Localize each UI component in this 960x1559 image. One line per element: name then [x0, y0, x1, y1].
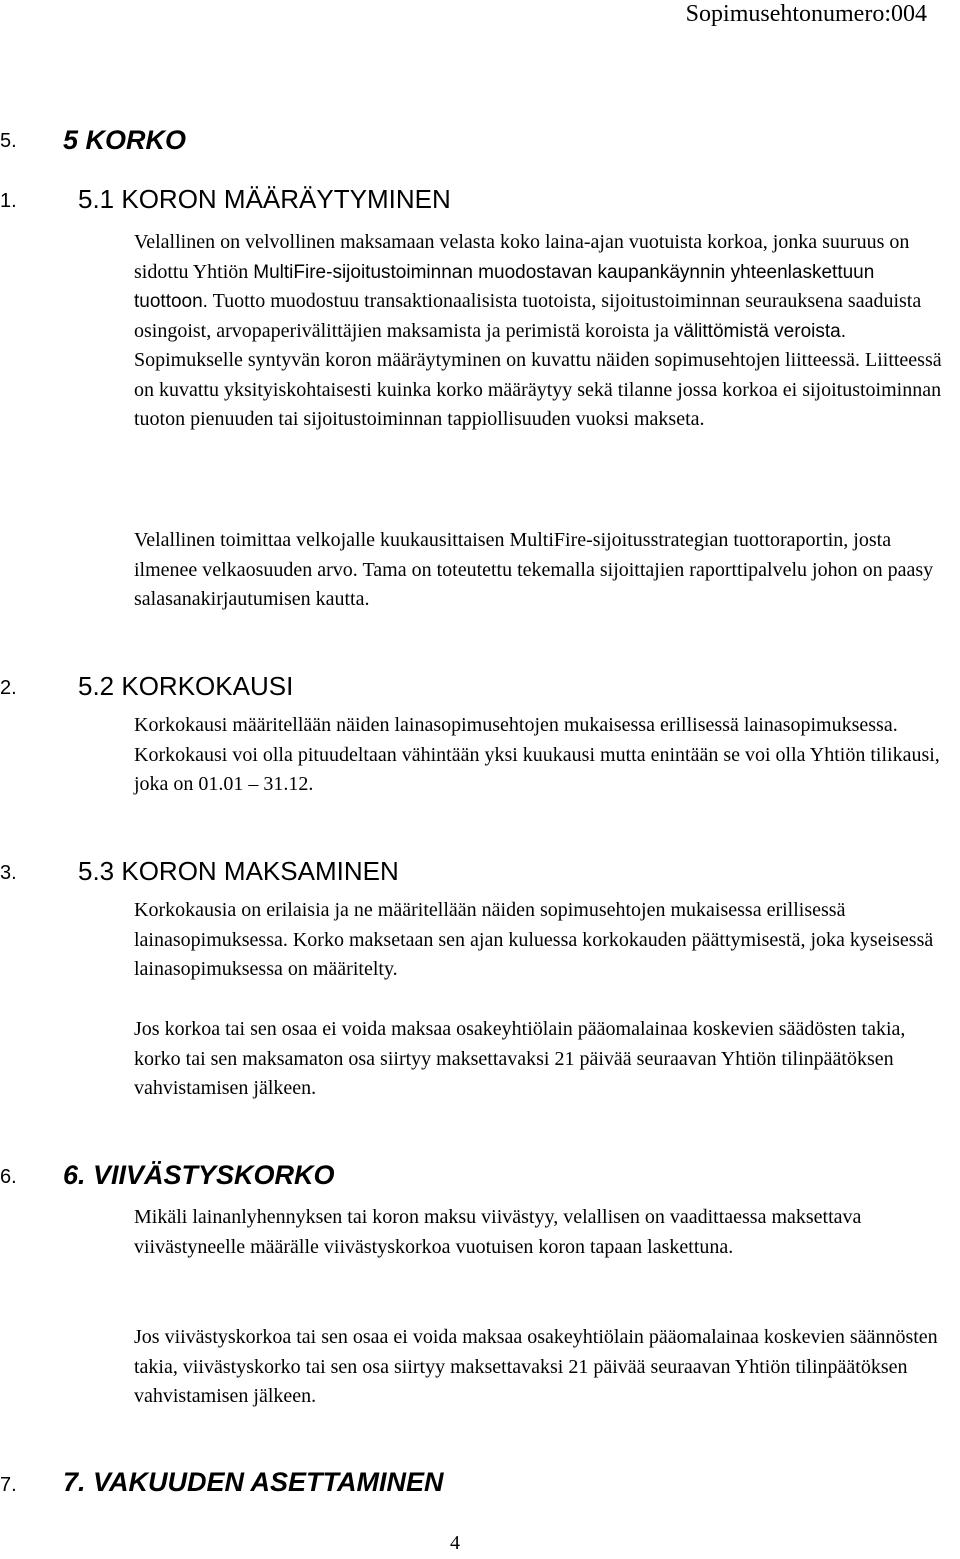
section-number-7: 7.	[0, 1474, 17, 1496]
section-heading-viivastyskorko: 6. VIIVÄSTYSKORKO	[63, 1160, 335, 1190]
contract-number-header: Sopimusehtonumero:004	[685, 1, 927, 27]
paragraph-koron-maksaminen-2: Jos korkoa tai sen osaa ei voida maksaa osakeyhtiölain pääomalainaa koskevien säädösten takia, korko tai sen maksamaton osa siirtyy maksettavaksi 21 päivää seuraavan Yhtiön tilinpäätöksen vahvistamisen jälkeen.	[134, 1018, 906, 1099]
section-number-5: 5.	[0, 130, 17, 152]
section-heading-korko: 5 KORKO	[63, 125, 187, 155]
paragraph-koron-maaraytyminen-2: Velallinen toimittaa velkojalle kuukausittaisen MultiFire-sijoitusstrategian tuottoraportin, josta ilmenee velkaosuuden arvo. Tama on toteutettu tekemalla sijoittajien raporttipalvelu johon on paasy salasanakirjautumisen kautta.	[134, 529, 934, 610]
page-number: 4	[450, 1532, 460, 1554]
section-number-5-2: 2.	[0, 677, 17, 699]
p1-text-b: MultiFire-sijoitustoiminnan muodostavan kaupankäynnin yhteenlaskettuun tuottoon.	[134, 261, 875, 312]
section-number-5-3: 3.	[0, 862, 17, 884]
section-heading-korkokausi: 5.2 KORKOKAUSI	[78, 671, 294, 701]
p1-text-c: Tuotto muodostuu transaktionaalisista tuotoista, sijoitustoiminnan seurauksena saaduista osingoist, arvopaperivälittäjien maksamista ja perimistä koroista ja	[134, 290, 922, 342]
section-heading-koron-maaraytyminen: 5.1 KORON MÄÄRÄYTYMINEN	[78, 184, 451, 214]
paragraph-koron-maaraytyminen-1	[134, 228, 944, 435]
paragraph-viivastyskorko-1: Mikäli lainanlyhennyksen tai koron maksu viivästyy, velallisen on vaadittaessa maksettava viivästyneelle määrälle viivästyskorkoa vuotuisen koron tapaan laskettuna.	[134, 1206, 862, 1258]
section-number-5-1: 1.	[0, 190, 17, 212]
section-heading-koron-maksaminen: 5.3 KORON MAKSAMINEN	[78, 856, 399, 886]
paragraph-viivastyskorko-2: Jos viivästyskorkoa tai sen osaa ei voida maksaa osakeyhtiölain pääomalainaa koskevien säännösten takia, viivästyskorko tai sen osa siirtyy maksettavaksi 21 päivää seuraavan Yhtiön tilinpäätöksen vahvistamisen jälkeen.	[134, 1326, 938, 1407]
paragraph-korkokausi: Korkokausi määritellään näiden lainasopimusehtojen mukaisessa erillisessä lainasopimuksessa. Korkokausi voi olla pituudeltaan vähintään yksi kuukausi mutta enintään se voi olla Yhtiön tilikausi, joka on 01.01 – 31.12.	[134, 714, 940, 795]
paragraph-koron-maksaminen-1: Korkokausia on erilaisia ja ne määritellään näiden sopimusehtojen mukaisessa erillisessä lainasopimuksessa. Korko maksetaan sen ajan kuluessa korkokauden päättymisestä, joka kyseisessä lainasopimuksessa on määritelty.	[134, 899, 934, 980]
section-number-6: 6.	[0, 1166, 17, 1188]
p1-text-a: Velallinen on velvollinen maksamaan velasta koko laina-ajan vuotuista korkoa, jonka suuruus on sidottu Yhtiön	[134, 231, 910, 283]
p1-text-e: Sopimukselle syntyvän koron määräytyminen on kuvattu näiden sopimusehtojen liitteessä. Liitteessä on kuvattu yksityiskohtaisesti kuinka korko määräytyy sekä tilanne jossa korkoa ei sijoitustoiminnan tuoton pienuuden tai sijoitustoiminnan tappiollisuuden vuoksi makseta.	[134, 349, 942, 430]
section-heading-vakuuden-asettaminen: 7. VAKUUDEN ASETTAMINEN	[63, 1467, 444, 1497]
p1-text-d: välittömistä veroista.	[673, 320, 846, 342]
